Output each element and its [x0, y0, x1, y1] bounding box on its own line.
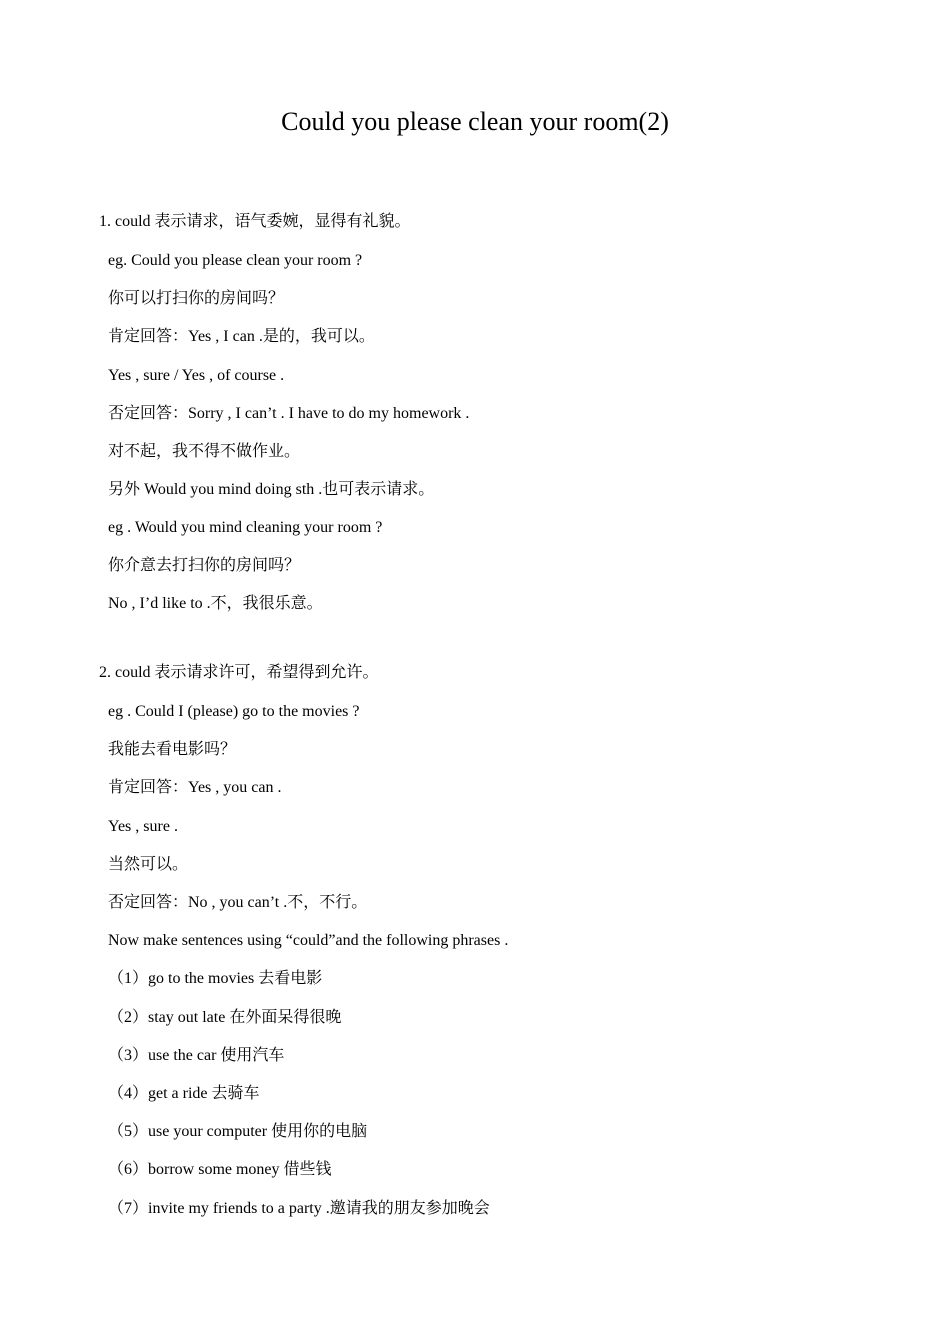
- phrase-item: （7）invite my friends to a party .邀请我的朋友参加晚会: [108, 1200, 490, 1217]
- section-1-line: 否定回答：Sorry , I can’t . I have to do my homework .: [108, 405, 470, 422]
- section-2-heading: 2. could 表示请求许可，希望得到允许。: [99, 664, 379, 681]
- phrase-item: （2）stay out late 在外面呆得很晚: [108, 1009, 342, 1026]
- phrase-item: （4）get a ride 去骑车: [108, 1085, 260, 1102]
- section-1-line: No , I’d like to .不，我很乐意。: [108, 595, 323, 612]
- phrase-item: （5）use your computer 使用你的电脑: [108, 1123, 368, 1140]
- section-1-line: 对不起，我不得不做作业。: [108, 443, 301, 460]
- section-1-line: 另外 Would you mind doing sth .也可表示请求。: [108, 481, 435, 498]
- section-2-instruction: Now make sentences using “could”and the following phrases .: [108, 932, 509, 949]
- section-2-line: 我能去看电影吗？: [108, 741, 237, 758]
- section-2-line: 肯定回答：Yes , you can .: [108, 779, 282, 796]
- phrase-item: （1）go to the movies 去看电影: [108, 970, 323, 987]
- section-1-line: Yes , sure / Yes , of course .: [108, 367, 285, 384]
- phrase-item: （6）borrow some money 借些钱: [108, 1161, 332, 1178]
- section-1-line: 你介意去打扫你的房间吗？: [108, 557, 301, 574]
- page-title: Could you please clean your room(2): [281, 107, 669, 136]
- section-2-line: 当然可以。: [108, 856, 189, 873]
- phrase-item: （3）use the car 使用汽车: [108, 1047, 285, 1064]
- section-1-heading: 1. could 表示请求，语气委婉，显得有礼貌。: [99, 213, 411, 230]
- section-1-line: eg. Could you please clean your room ?: [108, 252, 363, 269]
- section-2-line: Yes , sure .: [108, 818, 178, 835]
- section-1-line: 肯定回答：Yes , I can .是的，我可以。: [108, 328, 375, 345]
- section-2-line: 否定回答：No , you can’t .不，不行。: [108, 894, 368, 911]
- section-1-line: 你可以打扫你的房间吗？: [108, 290, 285, 307]
- section-2-line: eg . Could I (please) go to the movies ?: [108, 703, 360, 720]
- section-1-line: eg . Would you mind cleaning your room ?: [108, 519, 383, 536]
